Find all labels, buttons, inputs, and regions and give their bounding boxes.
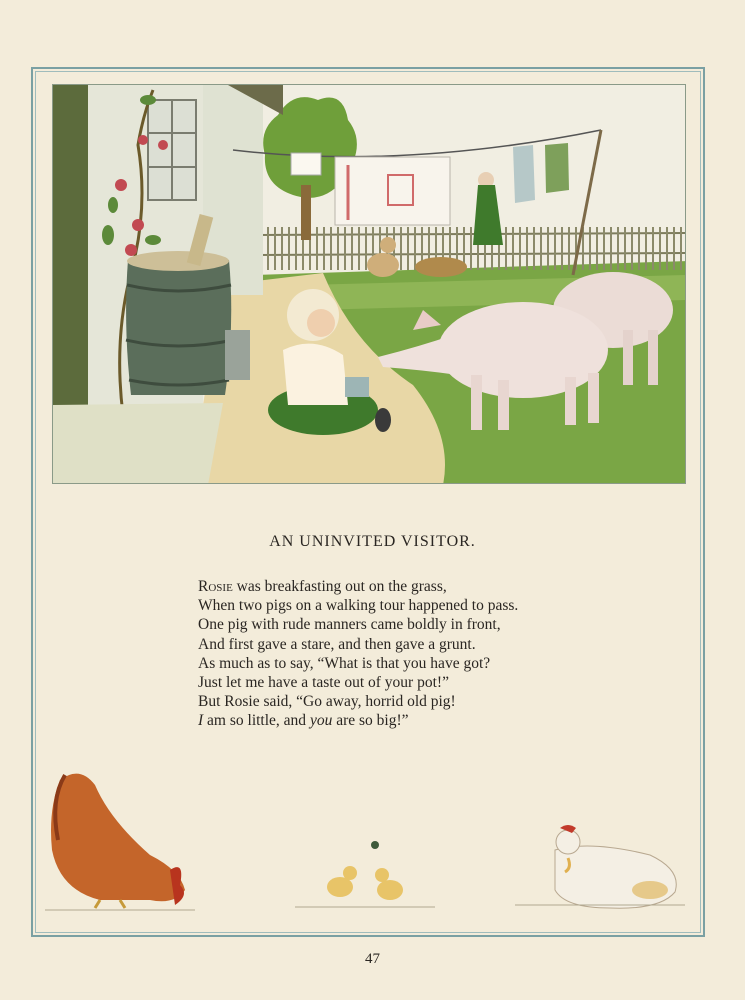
illustration-yard-scene <box>52 84 686 484</box>
poem-line <box>198 615 618 634</box>
poem-line-text: am so little, and <box>203 712 310 730</box>
doorstep <box>53 403 223 484</box>
poem-line-text: One pig with rude manners came boldly in front, <box>198 616 501 634</box>
poem-line-text: Just let me have a taste out of your pot!” <box>198 674 449 692</box>
dog <box>367 253 399 277</box>
fence-pickets <box>261 227 681 270</box>
poem-line-lead: Rosie <box>198 578 233 595</box>
poem-emphasis: you <box>309 712 333 730</box>
poem-line <box>198 673 618 692</box>
laundry-basket <box>415 257 467 277</box>
fly <box>371 841 379 849</box>
poem-line <box>198 692 618 711</box>
porridge-pot <box>345 377 369 397</box>
hen-vignette <box>510 820 690 915</box>
page-title: AN UNINVITED VISITOR. <box>269 533 476 550</box>
poem-line <box>198 577 618 596</box>
poem-line-text: was breakfasting out on the grass, <box>232 578 447 595</box>
page-number: 47 <box>365 951 380 967</box>
poem-line-text: are so big!” <box>332 712 409 730</box>
house-window <box>148 100 196 200</box>
poem-emphasis: I <box>198 712 204 730</box>
illustration-svg <box>53 85 686 484</box>
door <box>53 85 88 405</box>
poem <box>198 577 618 731</box>
poem-line <box>198 654 618 673</box>
poem-line-text: But Rosie said, “Go away, horrid old pig! <box>198 693 456 711</box>
poem-line <box>198 596 618 615</box>
poem-line-text: When two pigs on a walking tour happened to pass. <box>198 597 519 615</box>
poem-line <box>198 635 618 654</box>
poem-line-last <box>198 711 618 730</box>
poem-line-text: As much as to say, “What is that you have got? <box>198 654 491 672</box>
rooster-vignette <box>40 760 200 915</box>
poem-line-text: And first gave a stare, and then gave a grunt. <box>198 635 476 653</box>
chicks-vignette <box>290 835 440 915</box>
